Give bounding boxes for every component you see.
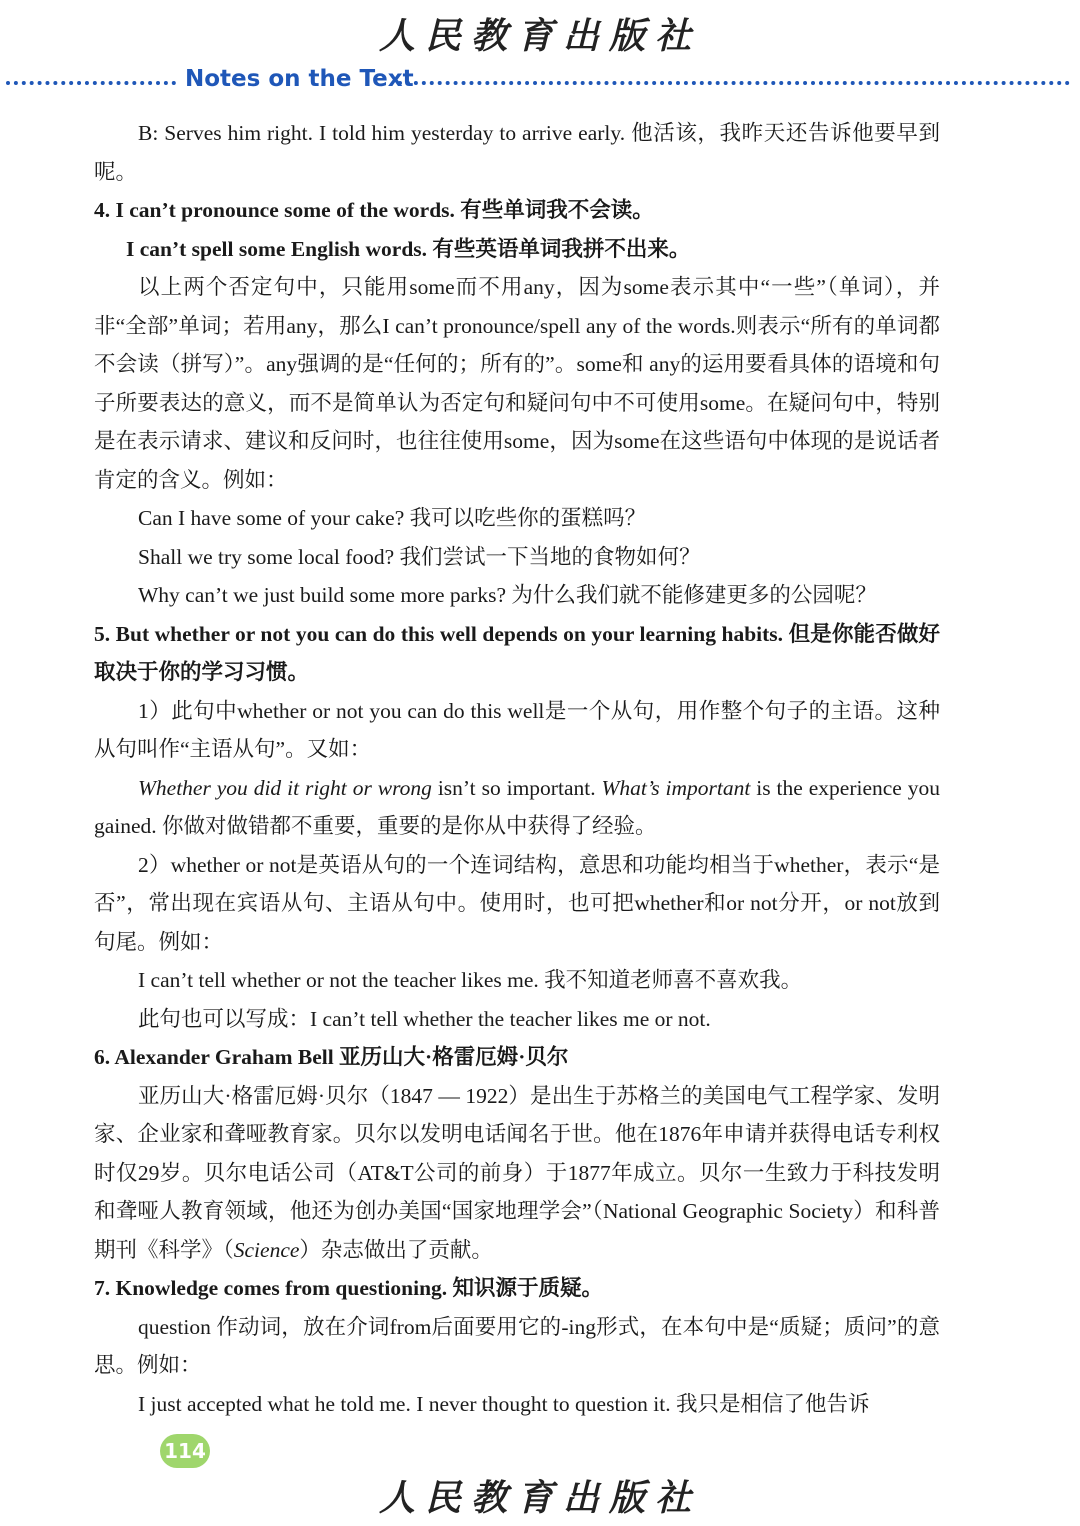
- page-number-badge: 114: [160, 1434, 210, 1468]
- paragraph: 1）此句中whether or not you can do this well是一个从句，用作整个句子的主语。这种从句叫作“主语从句”。又如：: [94, 698, 940, 761]
- italic-clause: Whether you did it right or wrong: [138, 775, 432, 800]
- example-sentence: [94, 769, 940, 846]
- section-title: Notes on the Text: [185, 66, 414, 92]
- example-sentence: Can I have some of your cake? 我可以吃些你的蛋糕吗？: [138, 506, 647, 530]
- example-sentence: Shall we try some local food? 我们尝试一下当地的食物如何？: [138, 544, 701, 569]
- italic-clause: What’s important: [601, 775, 751, 800]
- page-body: [94, 114, 940, 1423]
- note-heading-4-second: I can’t spell some English words. 有些英语单词我拼不出来。: [126, 236, 691, 261]
- paragraph-text: 亚历山大·格雷厄姆·贝尔（1847 — 1922）是出生于苏格兰的美国电气工程学家、发明家、企业家和聋哑教育家。贝尔以发明电话闻名于世。他在1876年申请并获得电话专利权时仅29岁。贝尔电话公司（AT&T公司的前身）于1877年成立。贝尔一生致力于科技发明和聋哑人教育领域，他还为创办美国“国家地理学会”（National Geographic Society）和科普期刊《科学》（: [94, 1083, 940, 1262]
- example-sentence: I can’t tell whether or not the teacher likes me. 我不知道老师喜不喜欢我。: [138, 968, 803, 992]
- example-text: is the experience you gained. 你做对做错都不重要，重要的是你从中获得了经验。: [94, 775, 940, 838]
- publisher-watermark-top: 人民教育出版社: [378, 15, 701, 57]
- dotted-rule-left: [6, 81, 176, 85]
- paragraph: 2）whether or not是英语从句的一个连词结构，意思和功能均相当于whether，表示“是否”，常出现在宾语从句、主语从句中。使用时，也可把whether和or not分开，or not放到句尾。例如：: [94, 852, 940, 954]
- example-text: isn’t so important.: [431, 775, 602, 800]
- publisher-watermark-bottom: 人民教育出版社: [378, 1477, 701, 1519]
- paragraph: question 作动词，放在介词from后面要用它的-ing形式，在本句中是“质疑；质问”的意思。例如：: [94, 1314, 940, 1377]
- note-heading-5: 5. But whether or not you can do this well depends on your learning habits. 但是你能否做好取决于你的学习习惯。: [94, 621, 940, 684]
- note-heading-7: 7. Knowledge comes from questioning. 知识源于质疑。: [94, 1276, 604, 1300]
- note-heading-6: 6. Alexander Graham Bell 亚历山大·格雷厄姆·贝尔: [94, 1045, 569, 1069]
- paragraph: [94, 1077, 940, 1270]
- example-sentence: Why can’t we just build some more parks? 为什么我们就不能修建更多的公园呢？: [138, 583, 877, 607]
- note-heading-4: 4. I can’t pronounce some of the words. 有些单词我不会读。: [94, 198, 654, 222]
- paragraph: B: Serves him right. I told him yesterday to arrive early. 他活该，我昨天还告诉他要早到呢。: [94, 121, 940, 184]
- example-sentence: I just accepted what he told me. I never thought to question it. 我只是相信了他告诉: [138, 1391, 870, 1416]
- italic-title: Science: [233, 1237, 300, 1262]
- paragraph: 以上两个否定句中，只能用some而不用any，因为some表示其中“一些”（单词），并非“全部”单词；若用any，那么I can’t pronounce/spell any of the words.则表示“所有的单词都不会读（拼写）”。any强调的是“任何的；所有的”。some和 any的运用要看具体的语境和句子所要表达的意义，而不是简单认为否定句和疑问句中不可使用some。在疑问句中，特别是在表示请求、建议和反问时，也往往使用some，因为some在这些语句中体现的是说话者肯定的含义。例如：: [94, 275, 940, 492]
- paragraph-text: ）杂志做出了贡献。: [299, 1237, 493, 1262]
- example-sentence: 此句也可以写成：I can’t tell whether the teacher likes me or not.: [138, 1006, 711, 1031]
- dotted-rule-right: [398, 81, 1070, 85]
- section-header: [0, 66, 1080, 100]
